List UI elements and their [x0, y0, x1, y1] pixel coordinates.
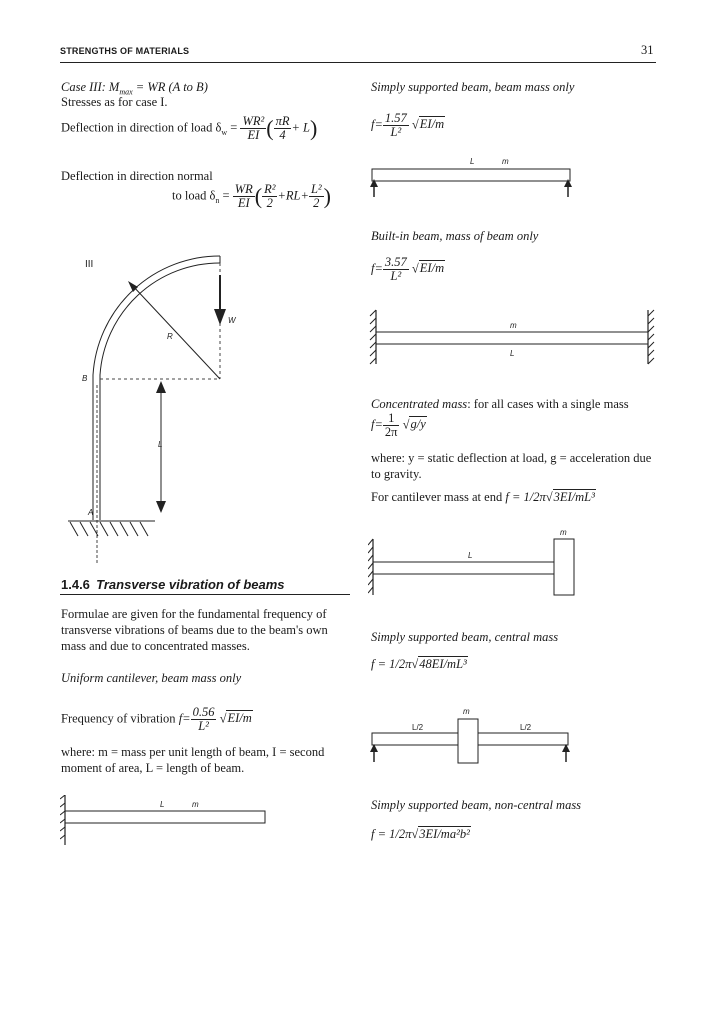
concentrated-where: where: y = static deflection at load, g = acceleration due to gravity. — [371, 451, 652, 481]
deflection-load-equation: Deflection in direction of load $\delta_w$ = $\frac{\text{WR²}}{EI}$ ( $\frac{\pi R}{4}$ + L) — [61, 114, 318, 142]
page-number: 31 — [641, 43, 654, 57]
wall-hatching — [60, 795, 65, 839]
intro-paragraph: Formulae are given for the fundamental frequency of transverse vibrations of beams due to the beam's own mass and due to concentrated masses. — [61, 607, 328, 653]
curved-member-inner — [100, 263, 220, 375]
label-l: L — [470, 157, 475, 166]
concentrated-mass-equation: f= $\frac{1}{2\pi}$ √g/y — [371, 411, 426, 439]
section-heading: 1.4.6 Transverse vibration of beams — [61, 577, 285, 592]
cantilever-figure — [60, 795, 280, 850]
end-mass — [554, 539, 574, 595]
label-w: W — [228, 316, 236, 325]
deflection-normal-label: Deflection in direction normal — [61, 169, 213, 183]
cantilever-end-mass: For cantilever mass at end f = 1/2π√3EI/mL³ — [371, 490, 595, 504]
case3-stresses: Stresses as for case I. — [61, 95, 168, 109]
builtin-equation: f= $\frac{3.57}{\text{L²}}$ √EI/m — [371, 255, 445, 283]
running-head: STRENGTHS OF MATERIALS — [60, 46, 190, 56]
figure-label: III — [85, 259, 94, 270]
cantilever-title: Uniform cantilever, beam mass only — [61, 671, 242, 685]
label-a: A — [88, 508, 94, 517]
label-m: m — [192, 800, 199, 809]
label-b: B — [82, 374, 88, 383]
header-rule — [60, 62, 656, 63]
case3-title: Case III: $M_{max}$ = WR (A to B) — [61, 80, 208, 97]
label-l: L — [160, 800, 165, 809]
label-l: L — [158, 440, 163, 449]
case3-frame-figure — [60, 245, 290, 570]
label-r: R — [167, 332, 173, 341]
radius-line — [132, 285, 220, 379]
label-m: m — [560, 528, 567, 537]
load-arrowhead — [214, 309, 226, 325]
ss-beam-figure — [370, 155, 580, 210]
label-m: m — [463, 707, 470, 716]
label-l: L — [510, 349, 515, 358]
curved-member-outer — [93, 256, 220, 375]
concentrated-mass-line: Concentrated mass: for all cases with a single mass — [371, 397, 629, 411]
deflection-normal-equation: to load $\delta_n$ = $\frac{WR}{EI}$ ( $\frac{\text{R²}}{2}$ +RL+ $\frac{\text{L²}}{2}$ ) — [172, 182, 331, 210]
ss-beam-mass-equation: f= $\frac{1.57}{\text{L²}}$ √EI/m — [371, 111, 445, 139]
ss-beam-mass-title: Simply supported beam, beam mass only — [371, 80, 575, 94]
section-rule — [60, 594, 350, 595]
label-l2-right: L/2 — [520, 723, 532, 732]
ss-central-title: Simply supported beam, central mass — [371, 630, 559, 644]
ss-central-equation: f = 1/2π√48EI/mL³ — [371, 657, 467, 671]
cantilever-frequency-equation: Frequency of vibration f= $\frac{0.56}{\text{L²}}$ √EI/m — [61, 705, 252, 733]
label-l: L — [468, 551, 473, 560]
cantilever-end-mass-figure — [368, 525, 588, 600]
central-mass — [458, 719, 478, 763]
ss-central-figure — [370, 702, 580, 772]
beam — [372, 169, 570, 181]
beam — [373, 562, 554, 574]
cantilever-beam — [65, 811, 265, 823]
ground-hatching — [70, 522, 148, 536]
builtin-title: Built-in beam, mass of beam only — [371, 229, 539, 243]
beam — [376, 332, 648, 344]
ss-noncentral-title: Simply supported beam, non-central mass — [371, 798, 582, 812]
label-m: m — [510, 321, 517, 330]
cantilever-where: where: m = mass per unit length of beam, I = second moment of area, L = length of beam. — [61, 745, 325, 775]
label-l2-left: L/2 — [412, 723, 424, 732]
ss-noncentral-equation: f = 1/2π√3EI/ma²b² — [371, 827, 470, 841]
label-m: m — [502, 157, 509, 166]
builtin-figure — [368, 308, 658, 368]
